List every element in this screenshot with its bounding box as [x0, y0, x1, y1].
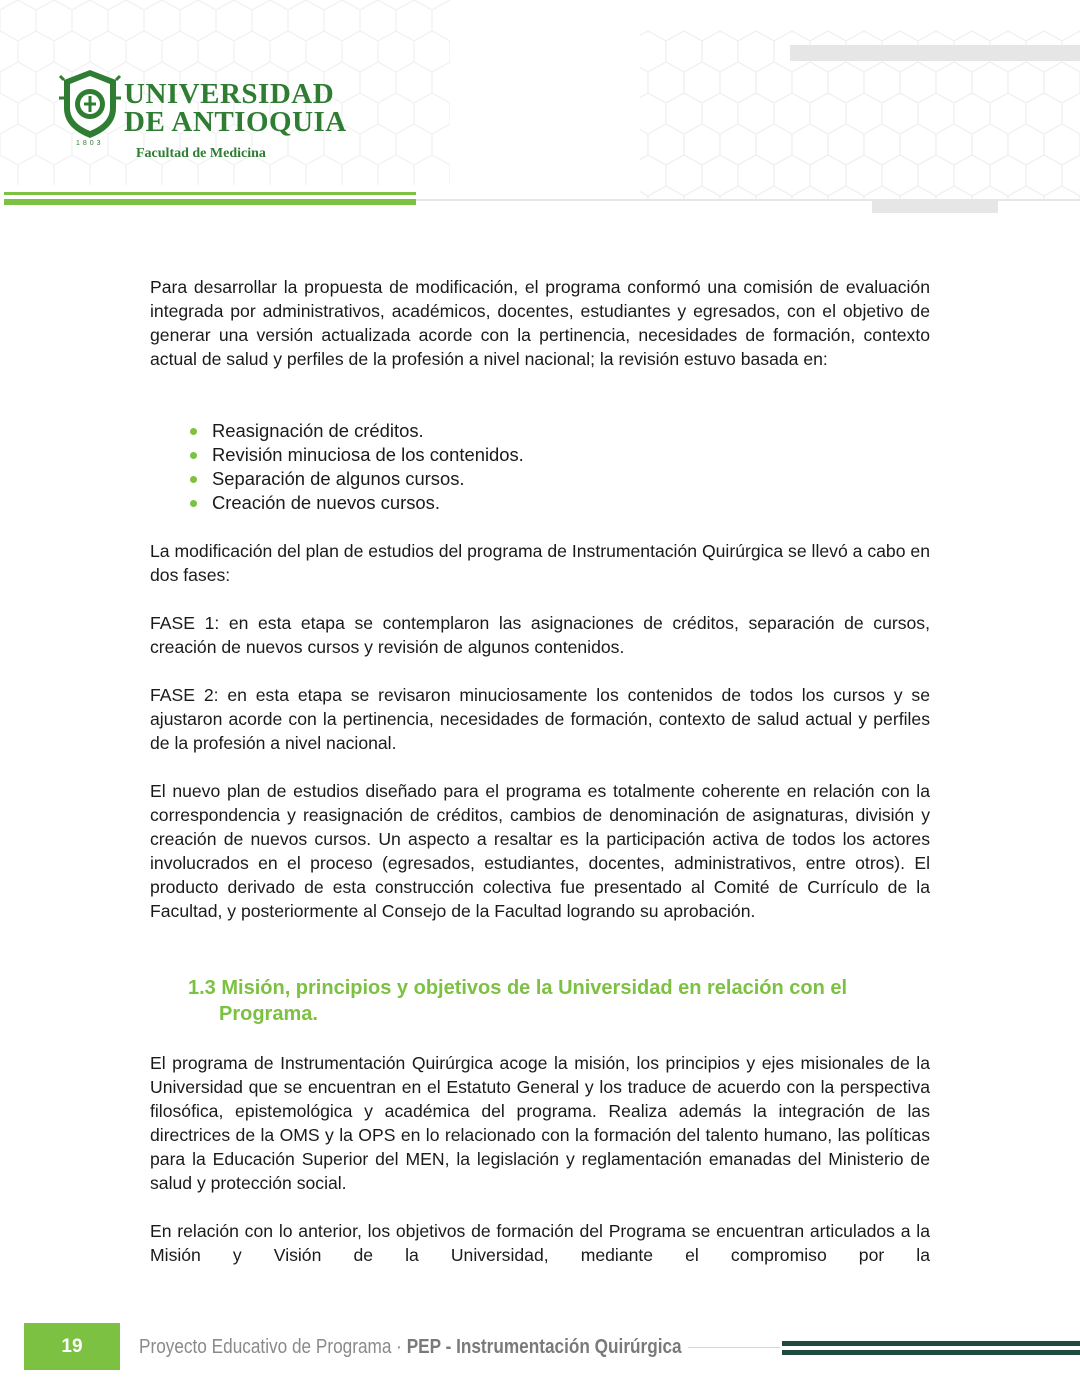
section-heading-line2: Programa. [219, 1003, 318, 1025]
footer-title [139, 1336, 682, 1359]
paragraph-phases-intro [150, 539, 930, 587]
footer-title-prefix: Proyecto Educativo de Programa · [139, 1336, 407, 1358]
last-text: En relación con lo anterior, los objetivos de formación del Programa se encuentran articulados a la Misión y Visión de la Universidad, mediante el compromiso por la [150, 1221, 930, 1265]
bullet-item: Reasignación de créditos. [190, 419, 524, 443]
header-gray-block-bottom [872, 200, 998, 213]
criteria-bullet-list [190, 419, 524, 515]
footer-title-bold: PEP - Instrumentación Quirúrgica [406, 1336, 682, 1358]
fase-2-label: FASE 2: [150, 685, 219, 705]
header-green-rule-thick [4, 199, 416, 205]
bullet-item: Revisión minuciosa de los contenidos. [190, 443, 524, 467]
paragraph-fase-1 [150, 611, 930, 659]
paragraph-intro [150, 275, 930, 371]
paragraph-fase-2 [150, 683, 930, 755]
header-green-rule [4, 192, 416, 195]
footer-dark-rule-bottom [782, 1350, 1080, 1355]
header-gray-block-top [790, 45, 1080, 61]
university-name-line2: DE ANTIOQUIA [124, 106, 347, 138]
paragraph-plan [150, 779, 930, 923]
bullet-item: Separación de algunos cursos. [190, 467, 524, 491]
founding-year: 1803 [76, 140, 104, 147]
section-heading [188, 975, 888, 1027]
fase-1-label: FASE 1: [150, 613, 220, 633]
intro-text: Para desarrollar la propuesta de modificación, el programa conformó una comisión de evaluación integrada por administrativos, académicos, docentes, estudiantes y egresados, con el objetivo de generar una versión actualizada acorde con la pertinencia, necesidades de formación, contexto actual de salud y perfiles de la profesión a nivel nacional; la revisión estuvo basada en: [150, 277, 930, 369]
fase-1-text [150, 611, 930, 659]
page-number: 19 [24, 1323, 120, 1370]
university-name-line1: UNIVERSIDAD [124, 78, 335, 110]
fase-2-description: en esta etapa se revisaron minuciosamente los contenidos de todos los cursos y se ajustaron acorde con la pertinencia, necesidades de formación, contexto de salud actual y perfiles de la profesión a nivel nacional. [150, 685, 931, 753]
fase-2-text [150, 683, 930, 755]
footer-thin-rule [688, 1347, 780, 1348]
bullet-item: Creación de nuevos cursos. [190, 491, 524, 515]
mission-text: El programa de Instrumentación Quirúrgica acoge la misión, los principios y ejes misionales de la Universidad que se encuentran en el Estatuto General y los traduce de acuerdo con la perspectiva filosófica, epistemológica y académica del programa. Realiza además la integración de las directrices de la OMS y la OPS en lo relacionado con la formación del talento humano, las políticas para la Educación Superior del MEN, la legislación y reglamentación emanadas del Ministerio de salud y protección social. [150, 1053, 930, 1193]
footer-dark-rule-top [782, 1341, 1080, 1346]
paragraph-last [150, 1219, 930, 1267]
paragraph-mission [150, 1051, 930, 1195]
section-heading-line1: 1.3 Misión, principios y objetivos de la Universidad en relación con el [188, 977, 848, 999]
fase-1-description: en esta etapa se contemplaron las asignaciones de créditos, separación de cursos, creación de nuevos cursos y revisión de algunos contenidos. [150, 613, 930, 657]
faculty-name: Facultad de Medicina [136, 146, 266, 161]
plan-text: El nuevo plan de estudios diseñado para el programa es totalmente coherente en relación con la correspondencia y reasignación de créditos, cambios de denominación de asignaturas, división y creación de nuevos cursos. Un aspecto a resaltar es la participación activa de todos los actores involucrados en el proceso (egresados, estudiantes, docentes, administrativos, entre otros). El producto derivado de esta construcción colectiva fue presentado al Comité de Currículo de la Facultad, y posteriormente al Consejo de la Facultad logrando su aprobación. [150, 781, 930, 921]
university-seal-icon [58, 68, 122, 140]
phases-intro-text: La modificación del plan de estudios del programa de Instrumentación Quirúrgica se llevó a cabo en dos fases: [150, 541, 930, 585]
